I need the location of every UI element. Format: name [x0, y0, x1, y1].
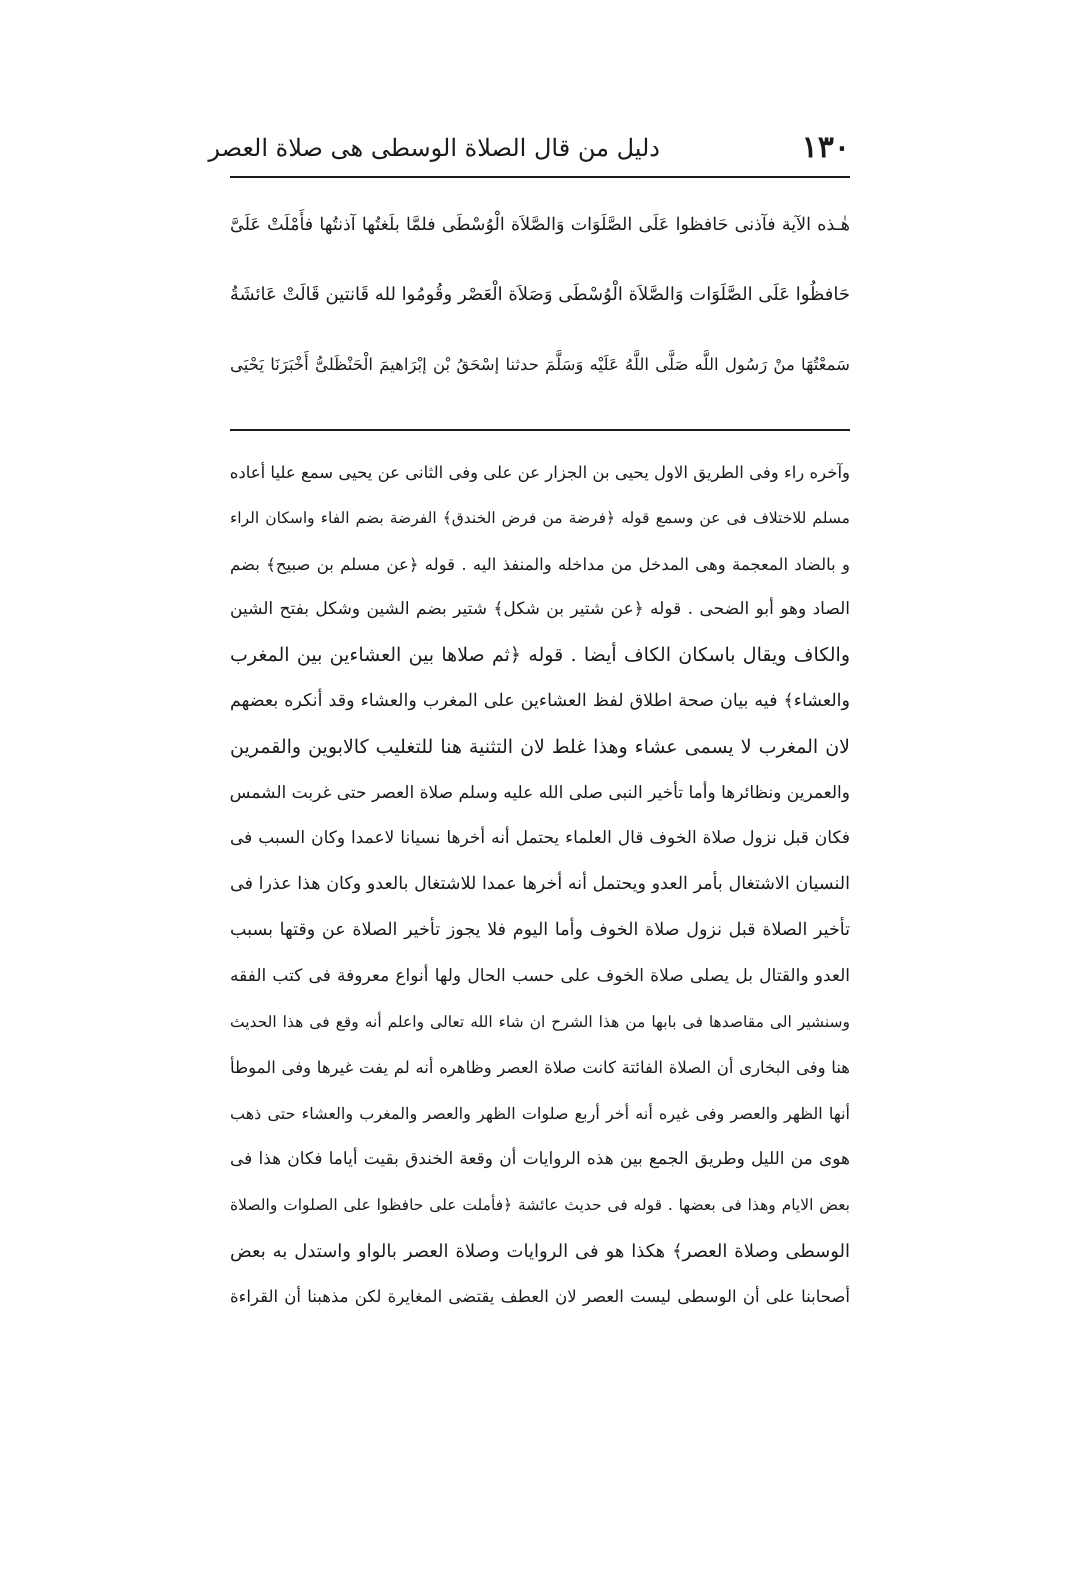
hadith-line: حَافظُوا عَلَى الصَّلَوَات وَالصَّلاَة الْوُسْطَى وَصَلاَة الْعَصْر وقُومُوا لله قَانتين قَالَتْ عَائشَةُ	[229, 284, 850, 305]
commentary-line: تأخير الصلاة قبل نزول صلاة الخوف وأما اليوم فلا يجوز تأخير الصلاة عن وقتها بسبب	[230, 919, 850, 940]
commentary-line: لان المغرب لا يسمى عشاء وهذا غلط لان التثنية هنا للتغليب كالابوين والقمرين	[230, 735, 850, 758]
header-rule	[230, 176, 850, 178]
hadith-line: هٰـذه الآية فآذنى حَافظوا عَلَى الصَّلَوَات وَالصَّلاَة الْوُسْطَى فلمَّا بلَغتُها آذنتُها فأَمْلَتْ عَلَىَّ	[230, 215, 850, 235]
commentary-line: وسنشير الى مقاصدها فى بابها من هذا الشرح ان شاء الله تعالى واعلم أنه وقع فى هذا الحديث	[230, 1012, 850, 1031]
commentary-line: فكان قبل نزول صلاة الخوف قال العلماء يحتمل أنه أخرها نسيانا لاعمدا وكان السبب فى	[230, 828, 850, 849]
commentary-line: والكاف ويقال باسكان الكاف أيضا . قوله ﴿ثم صلاها بين العشاءين بين المغرب	[230, 644, 850, 667]
page-header	[208, 128, 850, 168]
page-number: ١٣٠	[801, 130, 850, 165]
commentary-line: هوى من الليل وطريق الجمع بين هذه الروايات أن وقعة الخندق بقيت أياما فكان هذا فى	[230, 1148, 850, 1169]
section-divider	[230, 429, 850, 431]
hadith-text-block	[230, 190, 850, 400]
commentary-line: أصحابنا على أن الوسطى ليست العصر لان العطف يقتضى المغايرة لكن مذهبنا أن القراءة	[230, 1287, 850, 1307]
commentary-line: أنها الظهر والعصر وفى غيره أنه أخر أربع صلوات الظهر والعصر والمغرب والعشاء حتى ذهب	[230, 1104, 850, 1124]
commentary-text-block	[230, 450, 850, 1320]
commentary-line: و بالضاد المعجمة وهى المدخل من مداخله والمنفذ اليه . قوله ﴿عن مسلم بن صبيح﴾ بضم	[230, 554, 850, 574]
commentary-line: الصاد وهو أبو الضحى . قوله ﴿عن شتير بن شكل﴾ شتير بضم الشين وشكل بفتح الشين	[230, 599, 850, 620]
commentary-line: وآخره راء وفى الطريق الاول يحيى بن الجزار عن على وفى الثانى عن يحيى سمع عليا أعاده	[229, 463, 850, 482]
commentary-line: النسيان الاشتغال بأمر العدو ويحتمل أنه أخرها عمدا للاشتغال بالعدو وكان هذا عذرا فى	[230, 874, 850, 895]
commentary-line: والعمرين ونظائرها وأما تأخير النبى صلى الله عليه وسلم صلاة العصر حتى غربت الشمس	[229, 782, 850, 803]
commentary-line: مسلم للاختلاف فى عن وسمع قوله ﴿فرضة من فرض الخندق﴾ الفرضة بضم الفاء واسكان الراء	[230, 508, 850, 527]
commentary-line: العدو والقتال بل يصلى صلاة الخوف على حسب الحال ولها أنواع معروفة فى كتب الفقه	[230, 965, 850, 986]
commentary-line: بعض الايام وهذا فى بعضها . قوله فى حديث عائشة ﴿فأملت على حافظوا على الصلوات والصلاة	[230, 1195, 850, 1214]
hadith-line: سَمعْتُهَا منْ رَسُول اللَّه صَلَّى اللَّهُ عَلَيْه وَسَلَّمَ حدثنا إسْحَقُ بْن إبْرَاهيمَ الْحَنْظَلىُّ أَخْبَرَنَا يَحْيَى	[230, 355, 850, 374]
commentary-line: الوسطى وصلاة العصر﴾ هكذا هو فى الروايات وصلاة العصر بالواو واستدل به بعض	[230, 1240, 850, 1262]
commentary-line: هنا وفى البخارى أن الصلاة الفائتة كانت صلاة العصر وظاهره أنه لم يفت غيرها وفى الموطأ	[230, 1058, 850, 1078]
commentary-line: والعشاء﴾ فيه بيان صحة اطلاق لفظ العشاءين على المغرب والعشاء وقد أنكره بعضهم	[230, 690, 850, 711]
running-title: دليل من قال الصلاة الوسطى هى صلاة العصر	[208, 134, 660, 162]
